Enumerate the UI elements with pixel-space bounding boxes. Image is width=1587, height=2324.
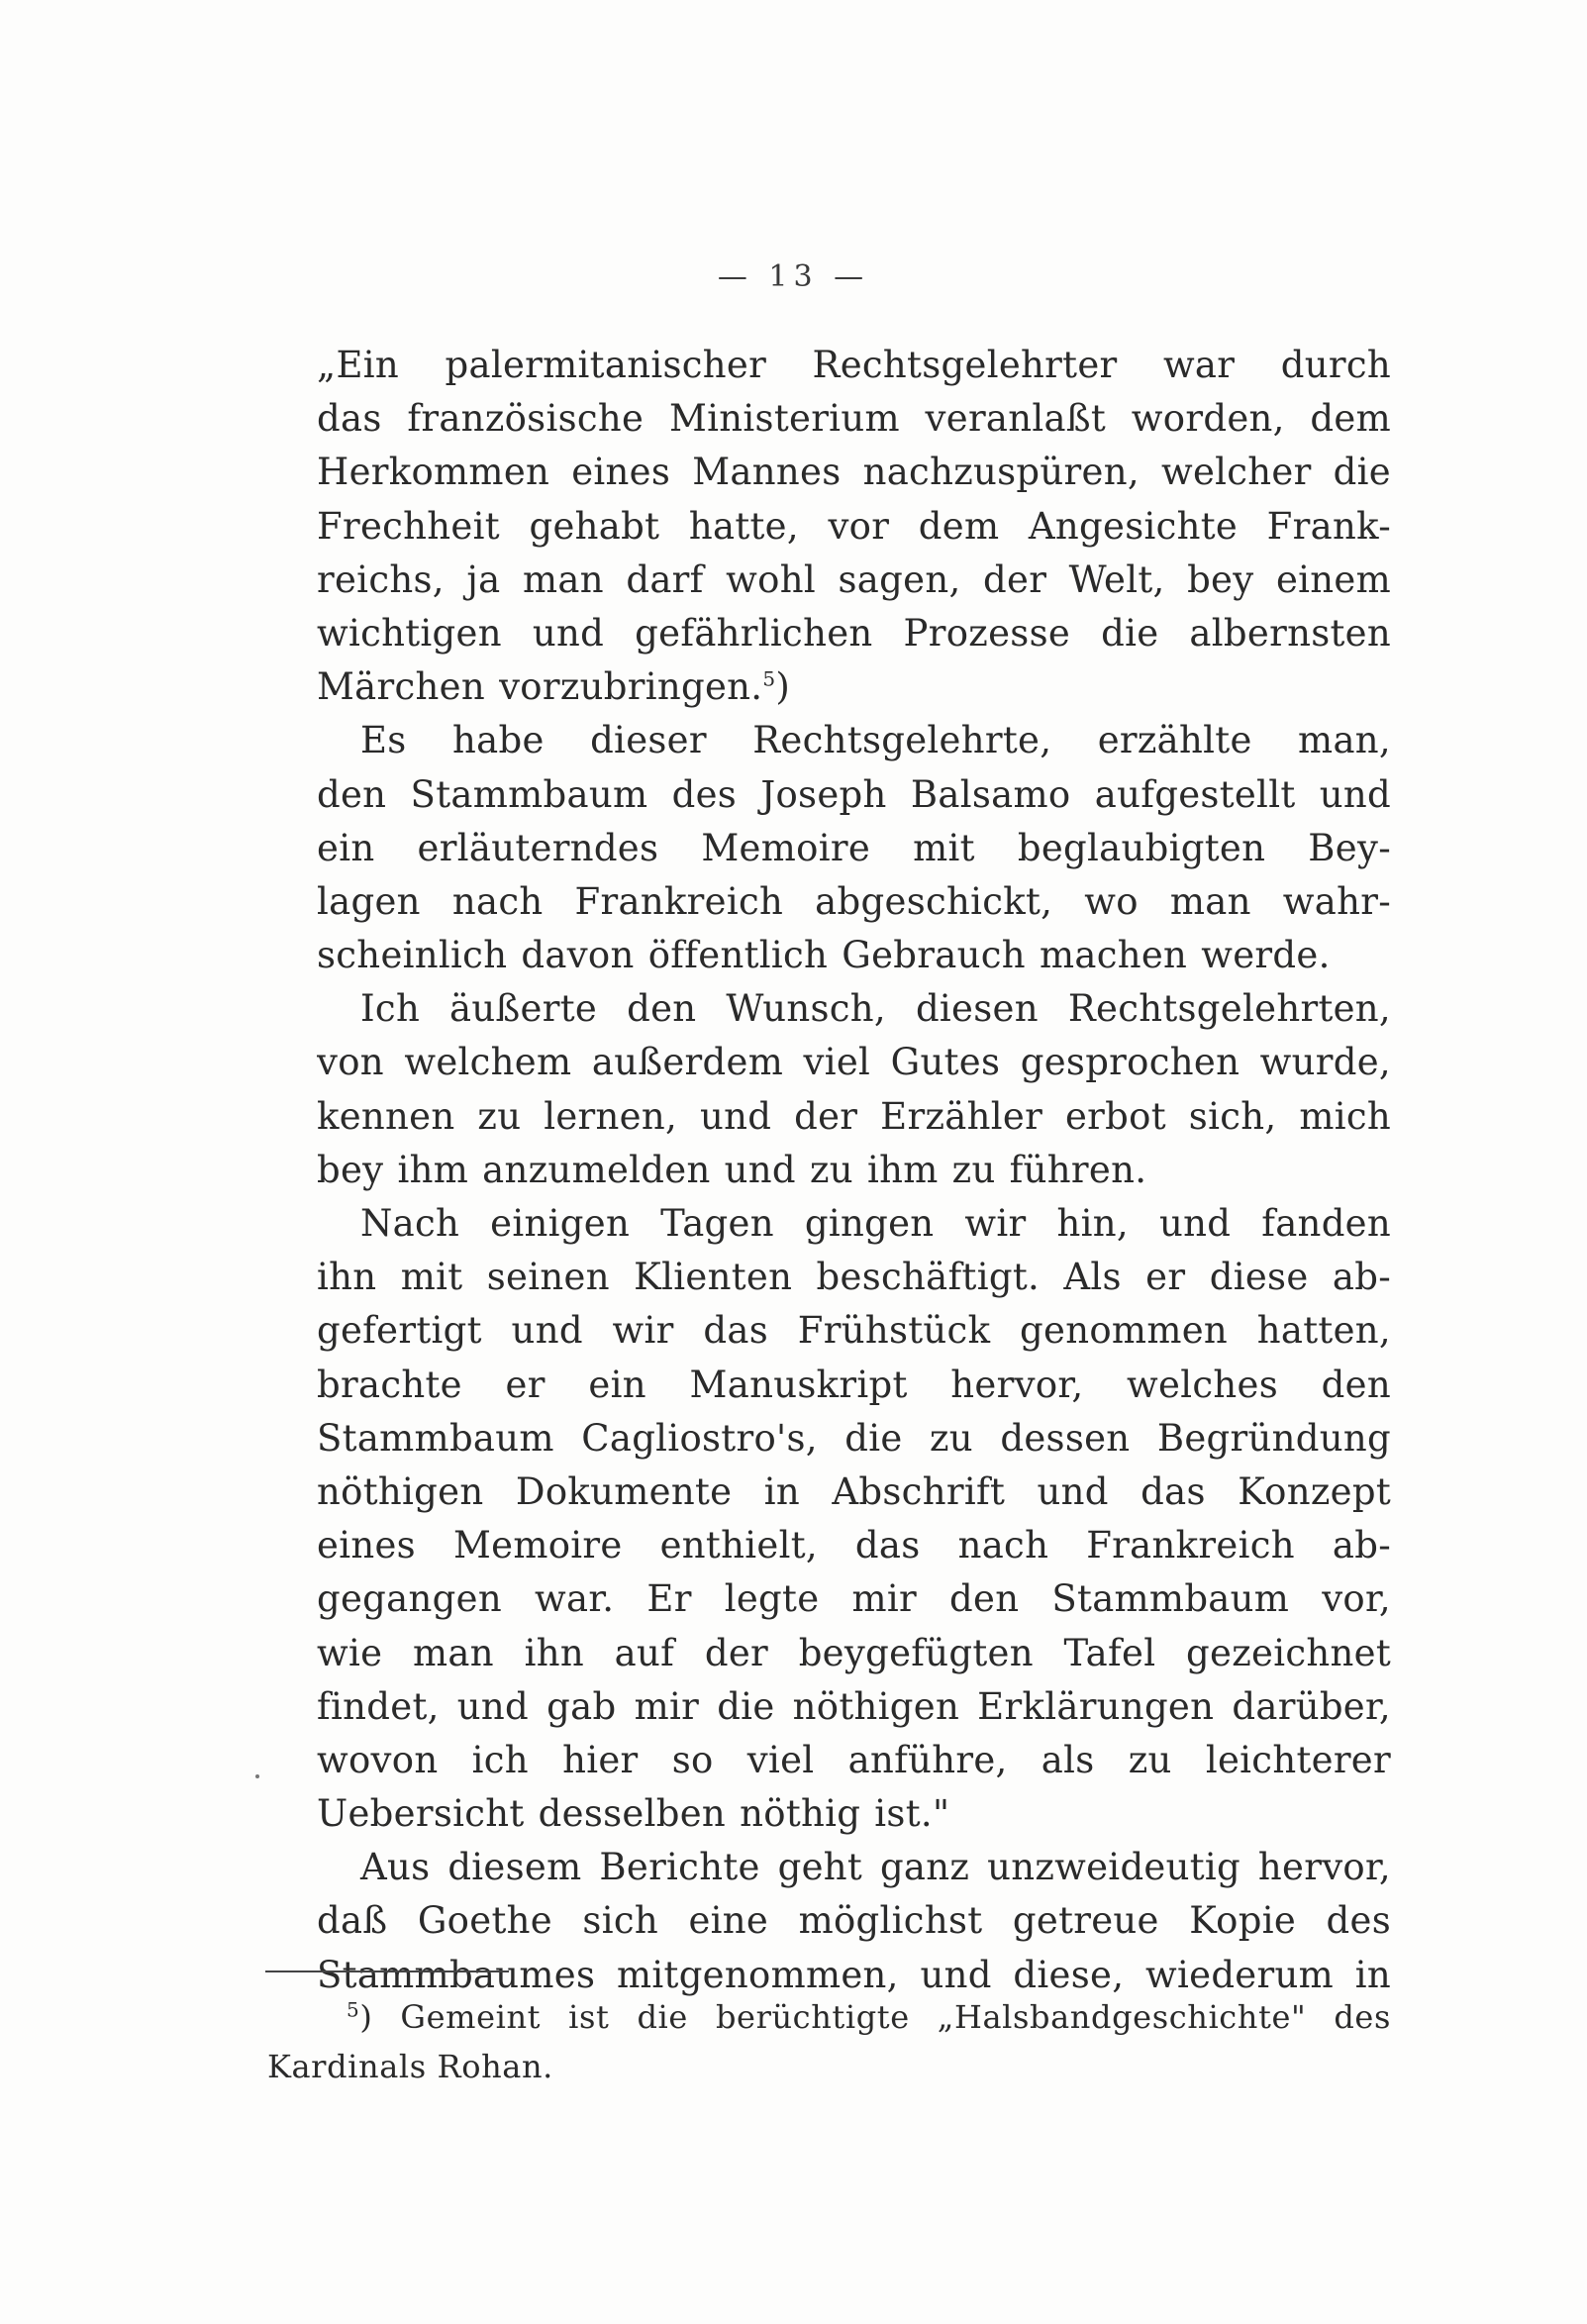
text-line: Uebersicht desselben nöthig ist." [317, 1792, 950, 1836]
text-line: Stammbaumes mitgenommen, und diese, wiederum in [317, 1953, 1391, 1996]
text-line: brachte er ein Manuskript hervor, welches den [317, 1363, 1391, 1406]
text-line: nöthigen Dokumente in Abschrift und das Konzept [317, 1469, 1391, 1513]
text-line: ihn mit seinen Klienten beschäftigt. Als er diese ab- [317, 1256, 1391, 1299]
text-line: daß Goethe sich eine möglichst getreue Kopie des [317, 1899, 1391, 1943]
text-line: gefertigt und wir das Frühstück genommen hatten, [317, 1309, 1391, 1353]
text-line: wie man ihn auf der beygefügten Tafel gezeichnet [317, 1631, 1391, 1674]
text-line: reichs, ja man darf wohl sagen, der Welt, bey einem [317, 557, 1391, 601]
page-number: — 13 — [717, 259, 870, 294]
footnote-reference: 5 [762, 666, 776, 691]
text-line: ein erläuterndes Memoire mit beglaubigten Bey- [317, 826, 1391, 869]
text-line-with-note: Märchen vorzubringen.$^5$) [317, 665, 791, 709]
text-line: Stammbaum Cagliostro's, die zu dessen Begründung [317, 1416, 1391, 1460]
text-line: „Ein palermitanischer Rechtsgelehrter war durch [317, 344, 1391, 386]
text-line: Aus diesem Berichte geht ganz unzweideutig hervor, [360, 1846, 1391, 1889]
body-text [317, 339, 1391, 2002]
footnote-divider [265, 1970, 509, 1972]
text-line: eines Memoire enthielt, das nach Frankreich ab- [317, 1524, 1391, 1567]
text-line: lagen nach Frankreich abgeschickt, wo man wahr- [317, 879, 1391, 923]
text-line: den Stammbaum des Joseph Balsamo aufgestellt und [317, 772, 1391, 816]
footnote-marker: 5 [347, 1997, 360, 2022]
text-line: Nach einigen Tagen gingen wir hin, und fanden [360, 1202, 1391, 1245]
text-line: scheinlich davon öffentlich Gebrauch machen werde. [317, 934, 1331, 977]
text-line: wovon ich hier so viel anführe, als zu leichterer [317, 1738, 1391, 1781]
text-line: findet, und gab mir die nöthigen Erklärungen darüber, [317, 1684, 1391, 1728]
footnote [267, 1992, 1391, 2091]
text-line: Ich äußerte den Wunsch, diesen Rechtsgelehrten, [360, 987, 1391, 1031]
text-line: das französische Ministerium veranlaßt worden, dem [317, 397, 1391, 441]
text-line: Frechheit gehabt hatte, vor dem Angesichte Frank- [317, 504, 1391, 548]
footnote-text: ) Gemeint ist die berüchtigte „Halsbandgeschichte" des [359, 1998, 1391, 2036]
text-line: wichtigen und gefährlichen Prozesse die albernsten [317, 611, 1391, 655]
text-line: Herkommen eines Mannes nachzuspüren, welcher die [317, 451, 1391, 494]
print-speck [255, 1774, 259, 1778]
text-line: Märchen vorzubringen. [317, 665, 763, 709]
text-line: kennen zu lernen, und der Erzähler erbot sich, mich [317, 1094, 1391, 1138]
text-line: gegangen war. Er legte mir den Stammbaum vor, [317, 1577, 1391, 1621]
footnote-line [267, 1992, 1391, 2042]
text-line: bey ihm anzumelden und zu ihm zu führen. [317, 1148, 1147, 1191]
footnote-line: Kardinals Rohan. [267, 2048, 553, 2085]
text-line: von welchem außerdem viel Gutes gesprochen wurde, [317, 1041, 1391, 1084]
text-line: Es habe dieser Rechtsgelehrte, erzählte man, [360, 719, 1391, 762]
